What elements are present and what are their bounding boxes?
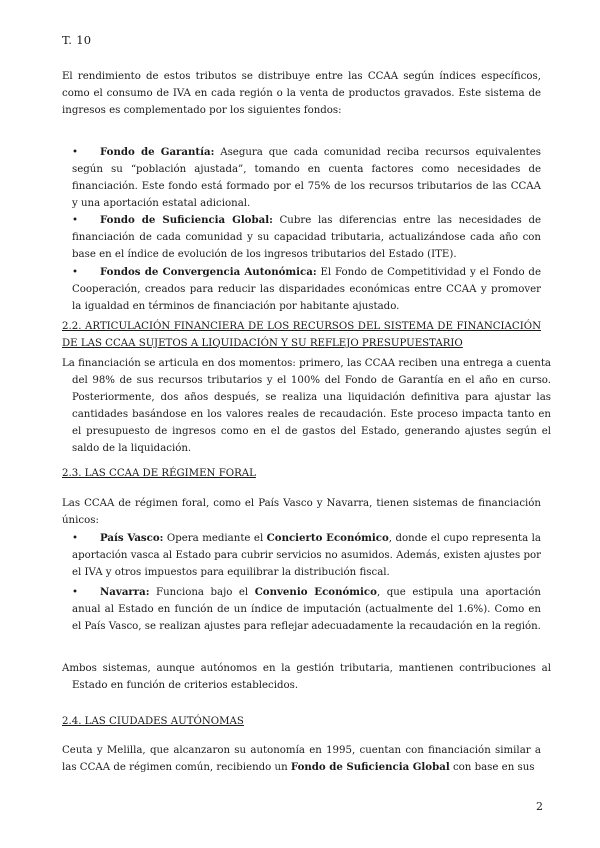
item-text: Opera mediante el [163, 533, 267, 544]
section-2-3-intro: Las CCAA de régimen foral, como el País Vasco y Navarra, tienen sistemas de financiación únicos: [62, 498, 541, 526]
bullet-marker: • [72, 533, 79, 544]
paragraph-text: con base en sus [449, 762, 535, 773]
bullet-marker: • [72, 215, 79, 226]
list-item [72, 584, 541, 635]
bullet-marker: • [72, 587, 79, 598]
list-item [72, 144, 541, 212]
paragraph-text: Ceuta y Melilla, que alcanzaron su autonomía en 1995, cuentan con financiación similar a las CCAA de régimen común, recibiendo un [62, 745, 541, 773]
item-bold: Concierto Económico [266, 532, 389, 544]
item-bold: Convenio Económico [254, 586, 377, 598]
section-2-2-paragraph: La financiación se articula en dos momentos: primero, las CCAA reciben una entrega a cuenta del 98% de sus recursos tributarios y el 100% del Fondo de Garantía en el año en curso. Posteriormente, dos años después, se realiza una liquidación definitiva para ajustar las cantidades basándose en los valores reales de recaudación. Este proceso impacta tanto en el presupuesto de ingresos como en el de gastos del Estado, generando ajustes según el saldo de la liquidación. [62, 358, 551, 454]
page-number: 2 [536, 800, 543, 813]
item-text: Funciona bajo el [149, 587, 255, 598]
list-item [72, 264, 541, 315]
page-header: T. 10 [62, 33, 92, 47]
section-heading-2-4: 2.4. LAS CIUDADES AUTÓNOMAS [62, 716, 244, 727]
section-2-4-paragraph [62, 742, 541, 776]
paragraph-bold: Fondo de Suficiencia Global [290, 761, 450, 773]
list-item [72, 530, 541, 581]
fund-title: Fondos de Convergencia Autonómica: [100, 266, 317, 278]
section-2-3-closing: Ambos sistemas, aunque autónomos en la gestión tributaria, mantienen contribuciones al Estado en función de criterios establecidos. [62, 663, 551, 691]
item-title: País Vasco: [100, 532, 164, 544]
item-text: , que estipula una aportación anual al Estado en función de un índice de imputación (actualmente del 1.6%). Como en el País Vasco, se realizan ajustes para reflejar adecuadamente la recaudación en la región. [72, 587, 541, 632]
intro-paragraph: El rendimiento de estos tributos se distribuye entre las CCAA según índices específicos, como el consumo de IVA en cada región o la venta de productos gravados. Este sistema de ingresos es complementado por los siguientes fondos: [62, 71, 541, 116]
fund-text: El Fondo de Competitividad y el Fondo de Cooperación, creados para reducir las disparidades económicas entre CCAA y promover la igualdad en términos de financiación por habitante ajustado. [72, 267, 541, 312]
fund-text: Cubre las diferencias entre las necesidades de financiación de cada comunidad y su capacidad tributaria, actualizándose cada año con base en el índice de evolución de los ingresos tributarios del Estado (ITE). [72, 215, 541, 260]
fund-title: Fondo de Garantía: [100, 146, 215, 158]
bullet-marker: • [72, 147, 79, 158]
fund-title: Fondo de Suficiencia Global: [100, 214, 273, 226]
section-heading-2-2: 2.2. ARTICULACIÓN FINANCIERA DE LOS RECURSOS DEL SISTEMA DE FINANCIACIÓN DE LAS CCAA SUJETOS A LIQUIDACIÓN Y SU REFLEJO PRESUPUESTARIO [62, 321, 541, 349]
fund-text: Asegura que cada comunidad reciba recursos equivalentes según su “población ajustada”, tomando en cuenta factores como necesidades de financiación. Este fondo está formado por el 75% de los recursos tributarios de las CCAA y una aportación estatal adicional. [72, 147, 541, 209]
bullet-marker: • [72, 267, 79, 278]
item-text: , donde el cupo representa la aportación vasca al Estado para cubrir servicios no asumidos. Además, existen ajustes por el IVA y otros impuestos para equilibrar la distribución fiscal. [72, 533, 541, 578]
item-title: Navarra: [100, 586, 150, 598]
list-item [72, 212, 541, 263]
section-heading-2-3: 2.3. LAS CCAA DE RÉGIMEN FORAL [62, 468, 256, 479]
